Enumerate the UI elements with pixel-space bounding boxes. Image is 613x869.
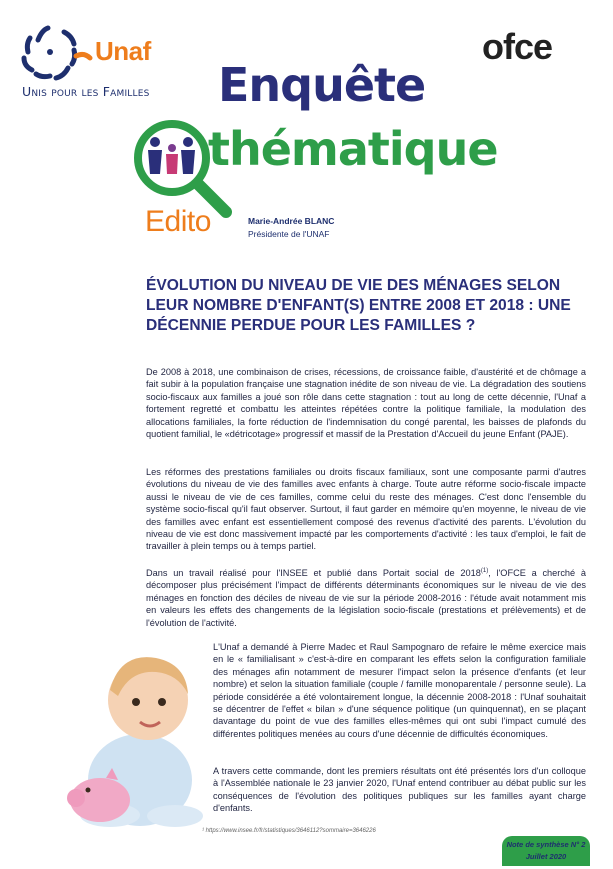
author-role: Présidente de l'UNAF [248,229,330,239]
paragraph-3-start: Dans un travail réalisé pour l'INSEE et publié dans Portait social de 2018 [146,568,481,579]
masthead-title-line1: Enquête [218,58,426,112]
edito-label: Edito [145,205,211,238]
footnote-link[interactable]: ¹ https://www.insee.fr/fr/statistiques/3646112?sommaire=3646226 [202,828,376,834]
masthead-title-line2: thématique [208,122,498,176]
paragraph-4: L'Unaf a demandé à Pierre Madec et Raul Sampognaro de refaire le même exercice mais en le « familialisant » c'est-à-dire en comparant les effets selon la configuration familiale des ménages afin notamment de mesurer l'impact selon la présence d'enfants (et leur nombre) et selon la situation familiale (couple / famille monoparentale / personne seule). La période considérée a été volontairement longue, la décennie 2008-2018 : l'Unaf souhaitait se décentrer de l'effet « bilan » d'une séquence politique (un quinquennat), en se plaçant davantage du point de vue des familles elles-mêmes qui ont subi l'impact cumulé des différentes politiques menées au cours d'une décennie de difficultés économiques. [213,642,586,739]
note-title: Note de synthèse N° 2 [506,840,586,849]
author-name: Marie-Andrée BLANC [248,216,335,226]
toddler-piggy-bank-photo [60,630,210,830]
article-headline: ÉVOLUTION DU NIVEAU DE VIE DES MÉNAGES SELON LEUR NOMBRE D'ENFANT(S) ENTRE 2008 ET 2018 : UNE DÉCENNIE PERDUE POUR LES FAMILLES ? [146,277,571,334]
ofce-logo: ofce [482,26,553,67]
paragraph-5: A travers cette commande, dont les premiers résultats ont été présentés lors d'un colloque à l'Assemblée nationale le 23 janvier 2020, l'Unaf entend contribuer au débat public sur les conséquences de l'évolution des politiques publiques sur les familles ayant charge d'enfants. [213,766,586,814]
unaf-tagline: Unis pour les Familles [22,84,150,99]
note-date: Juillet 2020 [525,852,567,861]
paragraph-1: De 2008 à 2018, une combinaison de crises, récessions, de croissance faible, d'austérité et de chômage a fait subir à la population française une stagnation inédite de son niveau de vie. La dégradation des soutiens socio-fiscaux aux familles a joué son rôle dans cette stagnation : tout au long de cette décennie, l'Unaf a fortement regretté et combattu les atteintes répétées contre la politique familiale, la modulation des allocations familiales, la forte réduction de l'indemnisation du congé parental, les baisses de plafonds du quotient familial, le «détricotage» progressif et massif de la Prestation d'Accueil du jeune Enfant (PAJE). [146,367,586,440]
paragraph-3-end: , l'OFCE a cherché à décomposer plus précisément l'impact de différents déterminants économiques sur le niveau de vie des ménages en fonction des déciles de niveau de vie sur la période 2008-2016 : l'étude avait notamment mis en valeurs les effets des changements de la législation socio-fiscale (prestations et prélèvements) et de l'évolution de l'activité. [146,568,586,628]
paragraph-3 [146,565,586,629]
unaf-wordmark: Unaf [95,36,151,66]
footnote-ref[interactable]: (1) [480,568,489,574]
paragraph-2: Les réformes des prestations familiales ou droits fiscaux familiaux, sont une composante parmi d'autres évolutions du niveau de vie des familles avec enfants à charge. Toute autre réforme socio-fiscale impacte aussi le niveau de vie de ces familles, comme celui du reste des ménages. C'est donc l'ensemble du système socio-fiscal qu'il faut observer. Surtout, il faut garder en mémoire qu'en moyenne, le niveau de vie des familles avec enfant est essentiellement composé des revenus d'activité des parents. L'évolution du niveau de vie est donc massivement impacté par les comportements d'activité : les taux d'emploi, le fait de travailler à plein temps ou à temps partiel. [146,467,586,552]
